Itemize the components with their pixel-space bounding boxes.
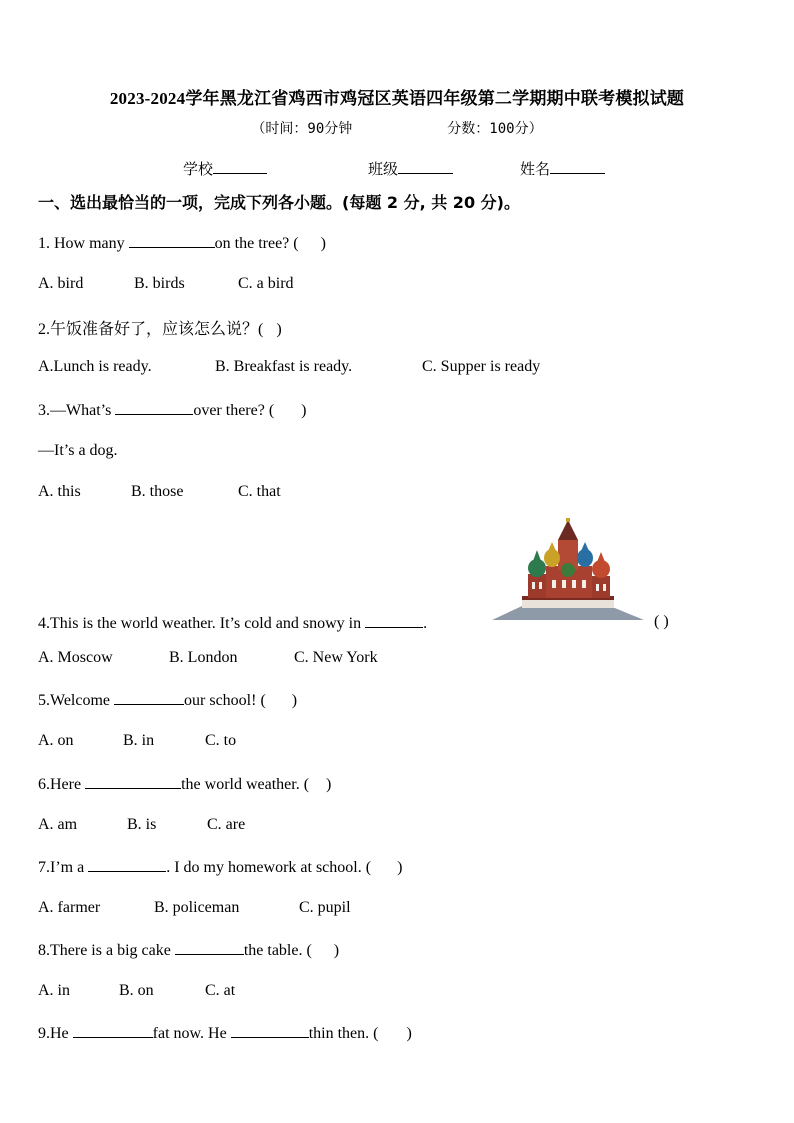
question-3-reply: —It’s a dog.: [38, 442, 118, 459]
exam-time: （时间：90分钟: [251, 121, 353, 137]
question-2: 2.午饭准备好了，应该怎么说？( ): [38, 321, 282, 338]
section-heading: 一、选出最恰当的一项，完成下列各小题。(每题 2 分, 共 20 分)。: [38, 193, 520, 212]
option[interactable]: A. on: [38, 732, 74, 749]
option[interactable]: B. policeman: [154, 899, 240, 916]
options-6: [38, 816, 245, 834]
question-6: 6.Here the world weather. ( ): [38, 776, 332, 793]
option[interactable]: C. are: [207, 816, 246, 833]
question-7: 7.I’m a . I do my homework at school. ( ): [38, 859, 403, 876]
option[interactable]: C. Supper is ready: [422, 358, 541, 375]
option[interactable]: C. pupil: [299, 899, 351, 916]
answer-blank[interactable]: [114, 690, 184, 705]
answer-blank[interactable]: [73, 1023, 153, 1038]
answer-paren-4[interactable]: ( ): [654, 613, 669, 630]
school-field[interactable]: 学校: [183, 158, 267, 179]
option[interactable]: C. to: [205, 732, 237, 749]
answer-blank[interactable]: [175, 940, 244, 955]
options-3: [38, 483, 281, 501]
question-5: 5.Welcome our school! ( ): [38, 692, 298, 709]
options-4: [38, 649, 378, 667]
option[interactable]: C. at: [205, 982, 236, 999]
option[interactable]: A. farmer: [38, 899, 101, 916]
answer-blank[interactable]: [129, 233, 215, 248]
exam-meta: [0, 118, 794, 138]
options-8: [38, 982, 235, 1000]
name-field[interactable]: 姓名: [520, 158, 605, 179]
option[interactable]: A. this: [38, 483, 81, 500]
answer-blank[interactable]: [231, 1023, 309, 1038]
answer-blank[interactable]: [115, 400, 193, 415]
option[interactable]: B. in: [123, 732, 155, 749]
answer-blank[interactable]: [365, 613, 423, 628]
question-4: 4.This is the world weather. It’s cold and snowy in .: [38, 615, 428, 632]
options-1: [38, 275, 294, 293]
question-8: 8.There is a big cake the table. ( ): [38, 942, 340, 959]
option[interactable]: A. am: [38, 816, 78, 833]
options-7: [38, 899, 351, 917]
answer-blank[interactable]: [88, 857, 166, 872]
class-field[interactable]: 班级: [368, 158, 453, 179]
option[interactable]: C. that: [238, 483, 281, 500]
answer-blank[interactable]: [85, 774, 181, 789]
option[interactable]: A. Moscow: [38, 649, 113, 666]
question-1: 1. How many on the tree? ( ): [38, 235, 326, 252]
option[interactable]: A. bird: [38, 275, 84, 292]
exam-score: 分数：100分）: [447, 121, 543, 137]
option[interactable]: C. a bird: [238, 275, 294, 292]
question-9: 9.He fat now. He thin then. ( ): [38, 1025, 412, 1042]
options-2: [38, 358, 540, 376]
option[interactable]: C. New York: [294, 649, 378, 666]
cathedral-image: [492, 518, 644, 624]
option[interactable]: B. those: [131, 483, 184, 500]
option[interactable]: A. in: [38, 982, 70, 999]
option[interactable]: B. is: [127, 816, 157, 833]
option[interactable]: B. London: [169, 649, 238, 666]
page-title: 2023-2024学年黑龙江省鸡西市鸡冠区英语四年级第二学期期中联考模拟试题: [109, 89, 685, 108]
option[interactable]: B. birds: [134, 275, 185, 292]
option[interactable]: B. on: [119, 982, 154, 999]
options-5: [38, 732, 236, 750]
option[interactable]: A.Lunch is ready.: [38, 358, 152, 375]
option[interactable]: B. Breakfast is ready.: [215, 358, 353, 375]
question-3: 3.—What’s over there? ( ): [38, 402, 307, 419]
